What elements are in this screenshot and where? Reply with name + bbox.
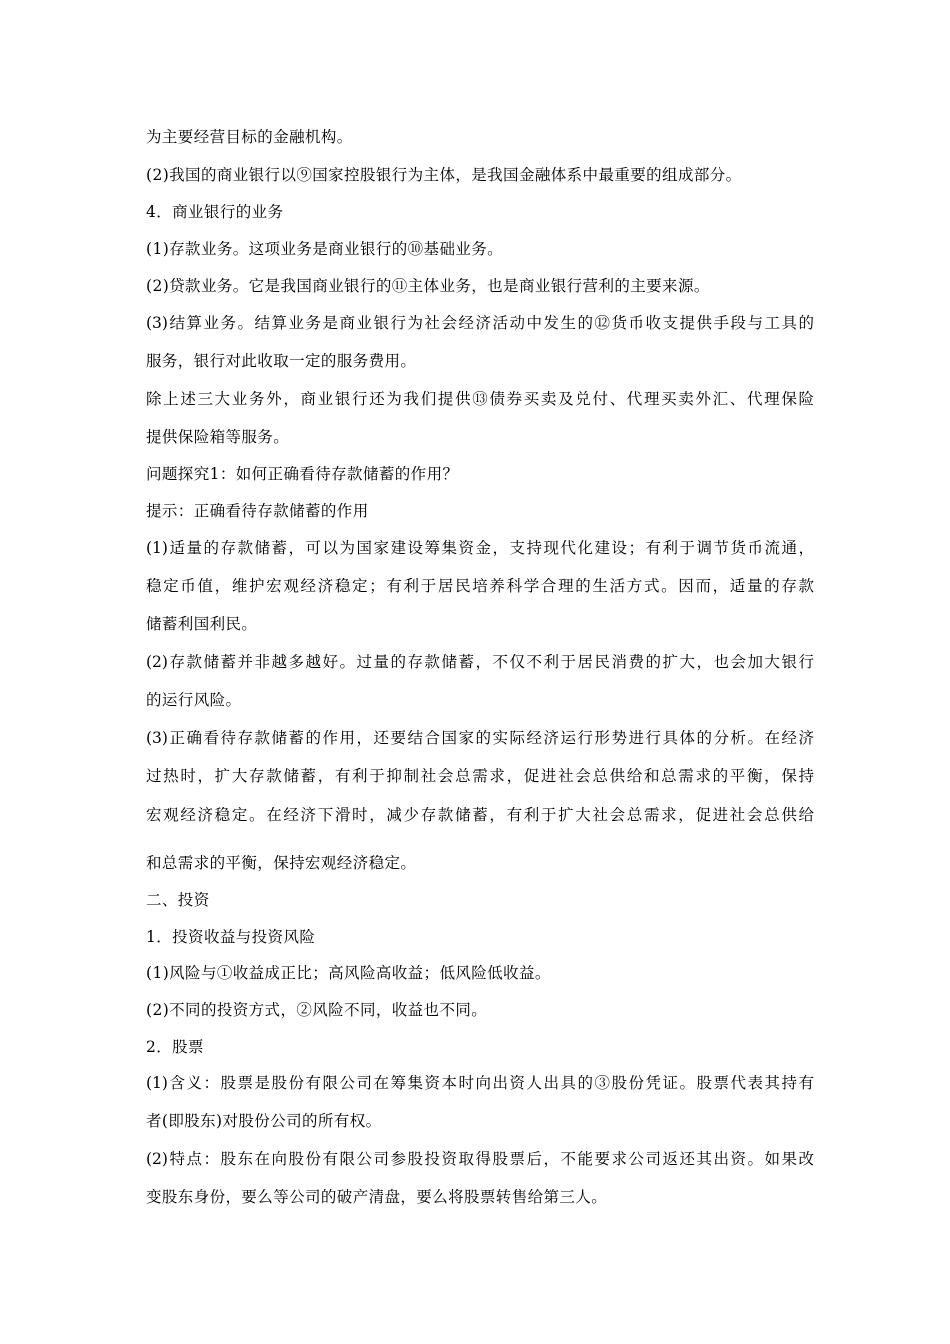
text-line: 过热时，扩大存款储蓄，有利于抑制社会总需求，促进社会总供给和总需求的平衡，保持 bbox=[146, 767, 814, 785]
text-line: 宏观经济稳定。在经济下滑时，减少存款储蓄，有利于扩大社会总需求，促进社会总供给 bbox=[146, 806, 814, 824]
text-line: 和总需求的平衡，保持宏观经济稳定。 bbox=[146, 854, 417, 872]
subsection-heading: 1．投资收益与投资风险 bbox=[146, 928, 316, 946]
text-line: 为主要经营目标的金融机构。 bbox=[146, 128, 353, 146]
text-line: (2)贷款业务。它是我国商业银行的⑪主体业务，也是商业银行营利的主要来源。 bbox=[146, 277, 710, 295]
text-line: 提供保险箱等服务。 bbox=[146, 428, 290, 446]
text-line: (2)存款储蓄并非越多越好。过量的存款储蓄，不仅不利于居民消费的扩大，也会加大银行 bbox=[146, 653, 814, 671]
text-line: (1)存款业务。这项业务是商业银行的⑩基础业务。 bbox=[146, 240, 504, 258]
text-line: (1)风险与①收益成正比；高风险高收益；低风险低收益。 bbox=[146, 964, 551, 982]
text-line: (1)适量的存款储蓄，可以为国家建设筹集资金，支持现代化建设；有利于调节货币流通， bbox=[146, 539, 814, 557]
text-line: (3)结算业务。结算业务是商业银行为社会经济活动中发生的⑫货币收支提供手段与工具的 bbox=[146, 314, 814, 332]
text-line: 除上述三大业务外，商业银行还为我们提供⑬债券买卖及兑付、代理买卖外汇、代理保险 bbox=[146, 390, 814, 408]
text-line: (3)正确看待存款储蓄的作用，还要结合国家的实际经济运行形势进行具体的分析。在经济 bbox=[146, 729, 814, 747]
text-line: (2)特点：股东在向股份有限公司参股投资取得股票后，不能要求公司返还其出资。如果改 bbox=[146, 1150, 814, 1168]
text-line: (1)含义：股票是股份有限公司在筹集资本时向出资人出具的③股份凭证。股票代表其持有 bbox=[146, 1074, 814, 1092]
text-line: (2)我国的商业银行以⑨国家控股银行为主体，是我国金融体系中最重要的组成部分。 bbox=[146, 166, 742, 184]
text-line: 储蓄利国利民。 bbox=[146, 615, 258, 633]
hint-heading: 提示：正确看待存款储蓄的作用 bbox=[146, 502, 369, 520]
text-line: 服务，银行对此收取一定的服务费用。 bbox=[146, 352, 417, 370]
section-heading: 4．商业银行的业务 bbox=[146, 203, 284, 221]
subsection-heading: 2．股票 bbox=[146, 1038, 204, 1056]
question-heading: 问题探究1：如何正确看待存款储蓄的作用？ bbox=[146, 465, 459, 483]
text-line: 的运行风险。 bbox=[146, 691, 242, 709]
section-heading: 二、投资 bbox=[146, 891, 210, 909]
text-line: (2)不同的投资方式，②风险不同，收益也不同。 bbox=[146, 1001, 488, 1019]
text-line: 变股东身份，要么等公司的破产清盘，要么将股票转售给第三人。 bbox=[146, 1188, 608, 1206]
text-line: 稳定币值，维护宏观经济稳定；有利于居民培养科学合理的生活方式。因而，适量的存款 bbox=[146, 577, 814, 595]
text-line: 者(即股东)对股份公司的所有权。 bbox=[146, 1112, 382, 1130]
